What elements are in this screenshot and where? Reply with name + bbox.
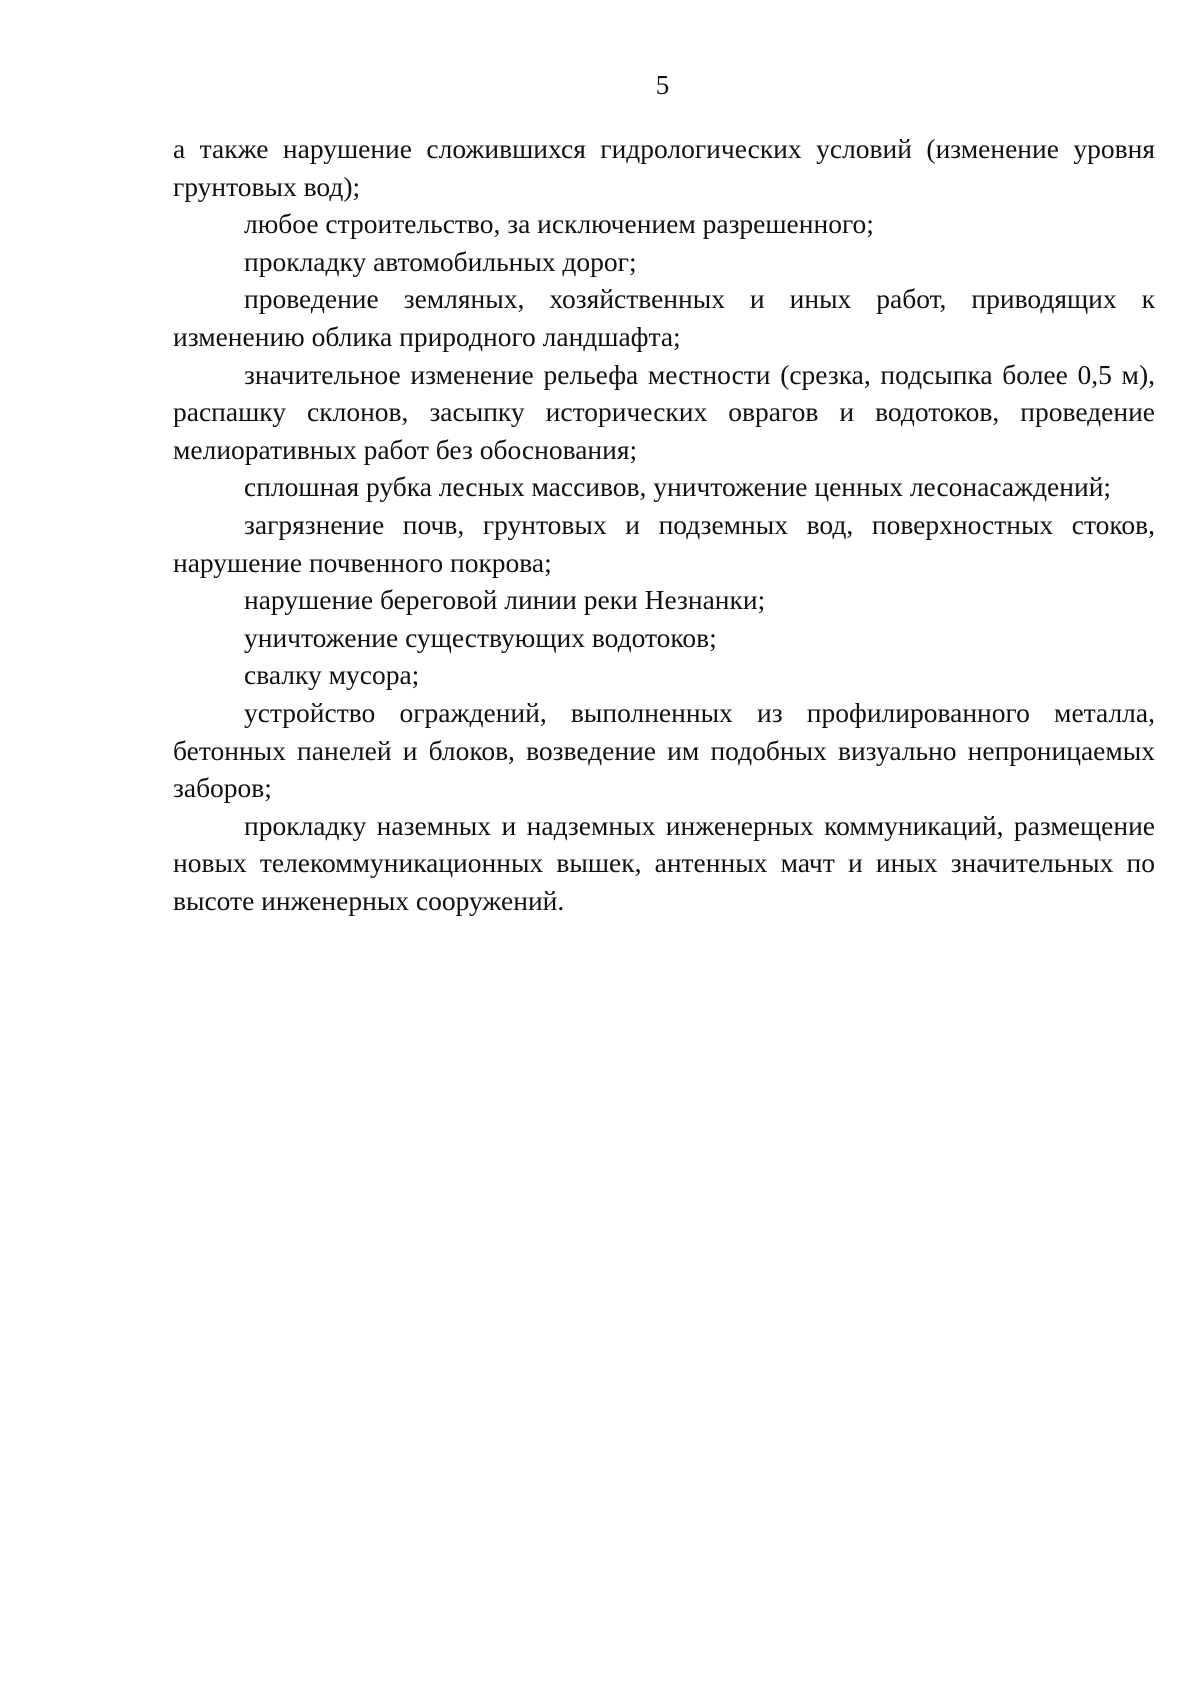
page-number: 5	[655, 70, 670, 100]
paragraph: уничтожение существующих водотоков;	[244, 621, 717, 653]
paragraph: устройство ограждений, выполненных из профилированного металла, бетонных панелей и блоков, возведение им подобных визуально непроницаемых заборов;	[173, 696, 1155, 804]
paragraph: прокладку автомобильных дорог;	[244, 245, 637, 277]
paragraph: нарушение береговой линии реки Незнанки;	[244, 584, 766, 616]
paragraph: любое строительство, за исключением разрешенного;	[244, 208, 874, 240]
paragraph: свалку мусора;	[244, 659, 420, 691]
paragraph: а также нарушение сложившихся гидрологических условий (изменение уровня грунтовых вод);	[173, 133, 1155, 202]
paragraph: сплошная рубка лесных массивов, уничтожение ценных лесонасаждений;	[244, 471, 1112, 503]
document-body	[173, 130, 1155, 919]
paragraph: загрязнение почв, грунтовых и подземных вод, поверхностных стоков, нарушение почвенного покрова;	[173, 508, 1155, 578]
paragraph: прокладку наземных и надземных инженерных коммуникаций, размещение новых телекоммуникационных вышек, антенных мачт и иных значительных по высоте инженерных сооружений.	[173, 809, 1155, 916]
paragraph: значительное изменение рельефа местности (срезка, подсыпка более 0,5 м), распашку склонов, засыпку исторических оврагов и водотоков, проведение мелиоративных работ без обоснования;	[173, 358, 1155, 465]
paragraph: проведение земляных, хозяйственных и иных работ, приводящих к изменению облика природного ландшафта;	[173, 283, 1155, 352]
